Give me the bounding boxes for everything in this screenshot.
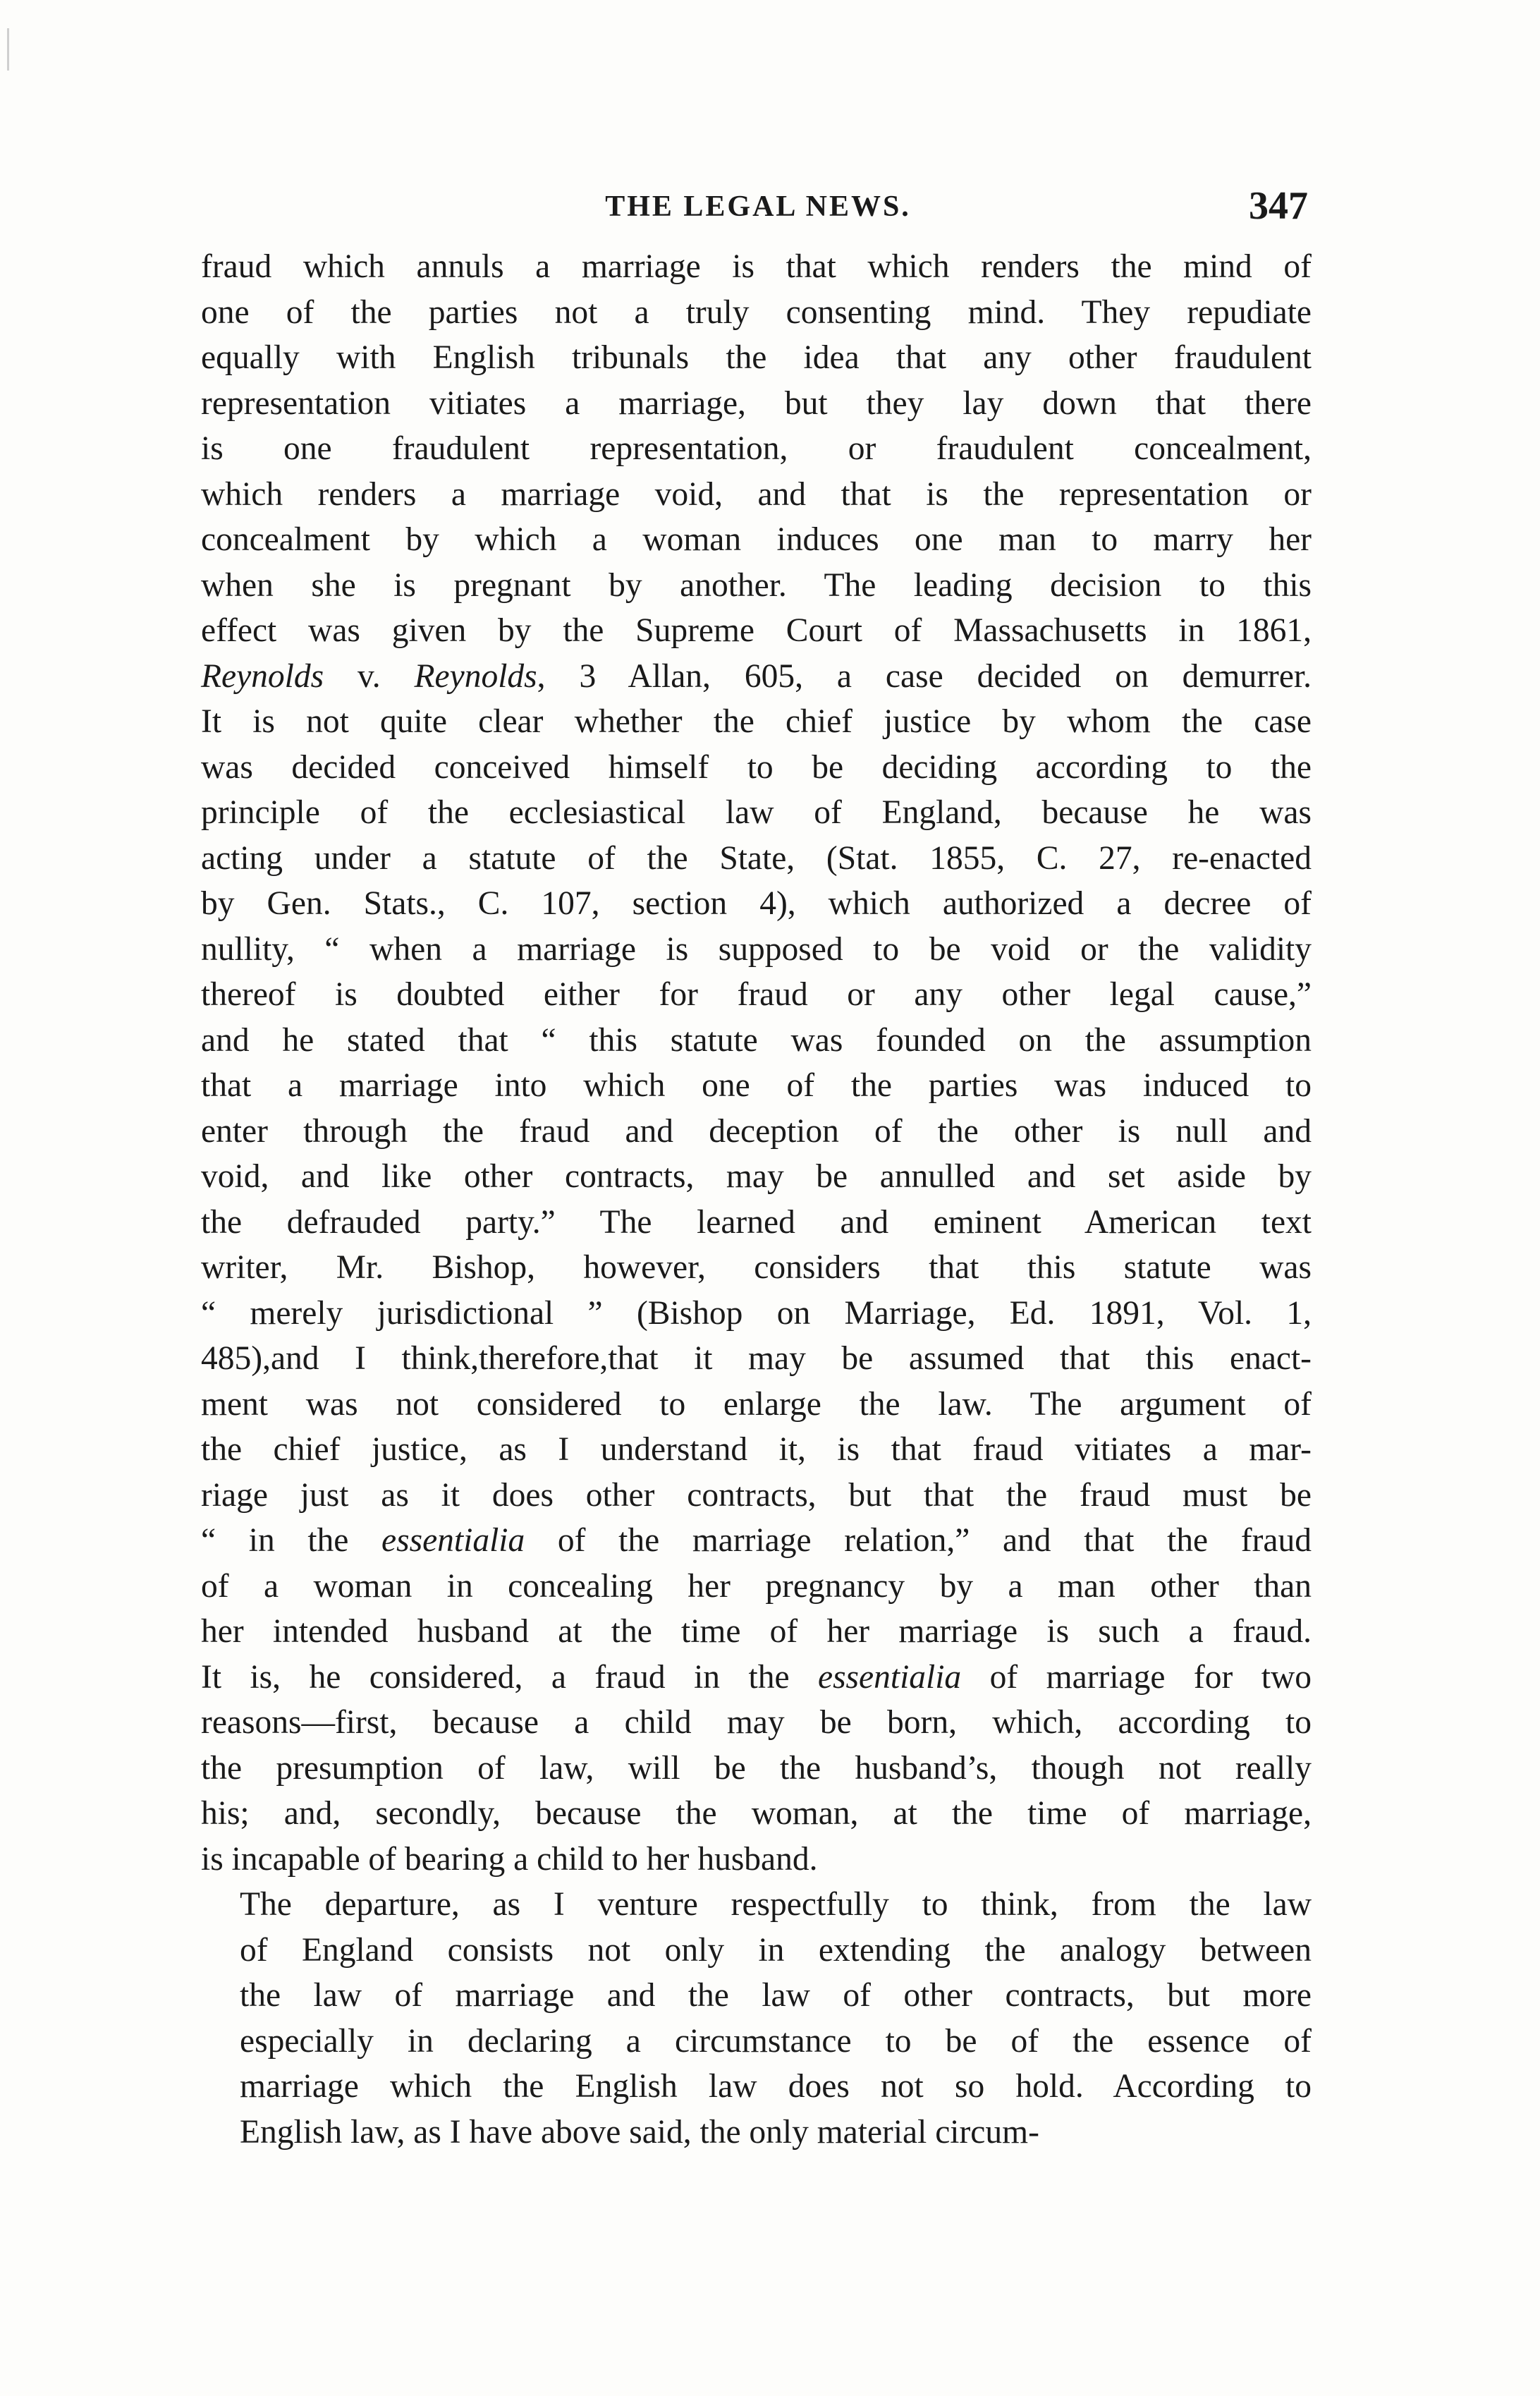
text-line: representation vitiates a marriage, but they lay down that there xyxy=(201,384,1312,422)
text-line: reasons—first, because a child may be born, which, according to xyxy=(201,1704,1312,1741)
text-line: the defrauded party.” The learned and eminent American text xyxy=(201,1203,1312,1241)
text-line: when she is pregnant by another. The leading decision to this xyxy=(201,566,1312,604)
text-line: the chief justice, as I understand it, is that fraud vitiates a mar- xyxy=(201,1431,1312,1468)
text-line: “ merely jurisdictional ” (Bishop on Marriage, Ed. 1891, Vol. 1, xyxy=(201,1294,1312,1332)
text-line: the law of marriage and the law of other contracts, but more xyxy=(240,1977,1312,2014)
text-line: is incapable of bearing a child to her husband. xyxy=(201,1840,818,1878)
text-line: marriage which the English law does not so hold. According to xyxy=(240,2068,1312,2105)
text-line: of a woman in concealing her pregnancy by a man other than xyxy=(201,1567,1312,1605)
text-line: It is not quite clear whether the chief justice by whom the case xyxy=(201,703,1312,740)
text-line: which renders a marriage void, and that is the representation or xyxy=(201,475,1312,513)
text-line: Reynolds v. Reynolds, 3 Allan, 605, a case decided on demurrer. xyxy=(201,657,1312,695)
text-line: that a marriage into which one of the parties was induced to xyxy=(201,1067,1312,1104)
text-line: “ in the essentialia of the marriage relation,” and that the fraud xyxy=(201,1522,1312,1559)
text-line: The departure, as I venture respectfully to think, from the law xyxy=(240,1886,1312,1923)
text-line: acting under a statute of the State, (Stat. 1855, C. 27, re-enacted xyxy=(201,839,1312,877)
running-header xyxy=(208,182,1308,231)
text-line: one of the parties not a truly consenting mind. They repudiate xyxy=(201,293,1312,331)
text-line: It is, he considered, a fraud in the essentialia of marriage for two xyxy=(201,1658,1312,1696)
text-line: by Gen. Stats., C. 107, section 4), which authorized a decree of xyxy=(201,885,1312,922)
text-line: and he stated that “ this statute was founded on the assumption xyxy=(201,1021,1312,1059)
text-line: thereof is doubted either for fraud or any other legal cause,” xyxy=(201,976,1312,1013)
text-line: his; and, secondly, because the woman, at the time of marriage, xyxy=(201,1795,1312,1832)
text-line: English law, as I have above said, the only material circum- xyxy=(240,2113,1039,2151)
text-line: especially in declaring a circumstance to be of the essence of xyxy=(240,2022,1312,2060)
text-line: effect was given by the Supreme Court of Massachusetts in 1861, xyxy=(201,612,1312,649)
text-line: is one fraudulent representation, or fraudulent concealment, xyxy=(201,430,1312,467)
text-line: riage just as it does other contracts, but that the fraud must be xyxy=(201,1476,1312,1514)
text-line: enter through the fraud and deception of the other is null and xyxy=(201,1112,1312,1150)
text-line: writer, Mr. Bishop, however, considers that this statute was xyxy=(201,1249,1312,1286)
text-line: her intended husband at the time of her marriage is such a fraud. xyxy=(201,1613,1312,1650)
running-title: THE LEGAL NEWS. xyxy=(605,190,911,223)
text-line: nullity, “ when a marriage is supposed to be void or the validity xyxy=(201,930,1312,968)
paragraph-1 xyxy=(201,244,1312,1882)
text-line: principle of the ecclesiastical law of England, because he was xyxy=(201,794,1312,831)
body-text xyxy=(201,244,1312,2155)
text-line: was decided conceived himself to be deciding according to the xyxy=(201,748,1312,786)
text-line: void, and like other contracts, may be annulled and set aside by xyxy=(201,1158,1312,1195)
scan-edge-mark xyxy=(7,28,9,71)
text-line: equally with English tribunals the idea that any other fraudulent xyxy=(201,339,1312,376)
paragraph-2 xyxy=(201,1882,1312,2155)
text-line: 485),and I think,therefore,that it may be assumed that this enact- xyxy=(201,1340,1312,1377)
text-line: ment was not considered to enlarge the law. The argument of xyxy=(201,1385,1312,1423)
text-line: the presumption of law, will be the husband’s, though not really xyxy=(201,1749,1312,1787)
text-line: of England consists not only in extending the analogy between xyxy=(240,1931,1312,1969)
text-line: fraud which annuls a marriage is that which renders the mind of xyxy=(201,248,1312,285)
text-line: concealment by which a woman induces one man to marry her xyxy=(201,521,1312,558)
page-number: 347 xyxy=(1249,184,1308,228)
